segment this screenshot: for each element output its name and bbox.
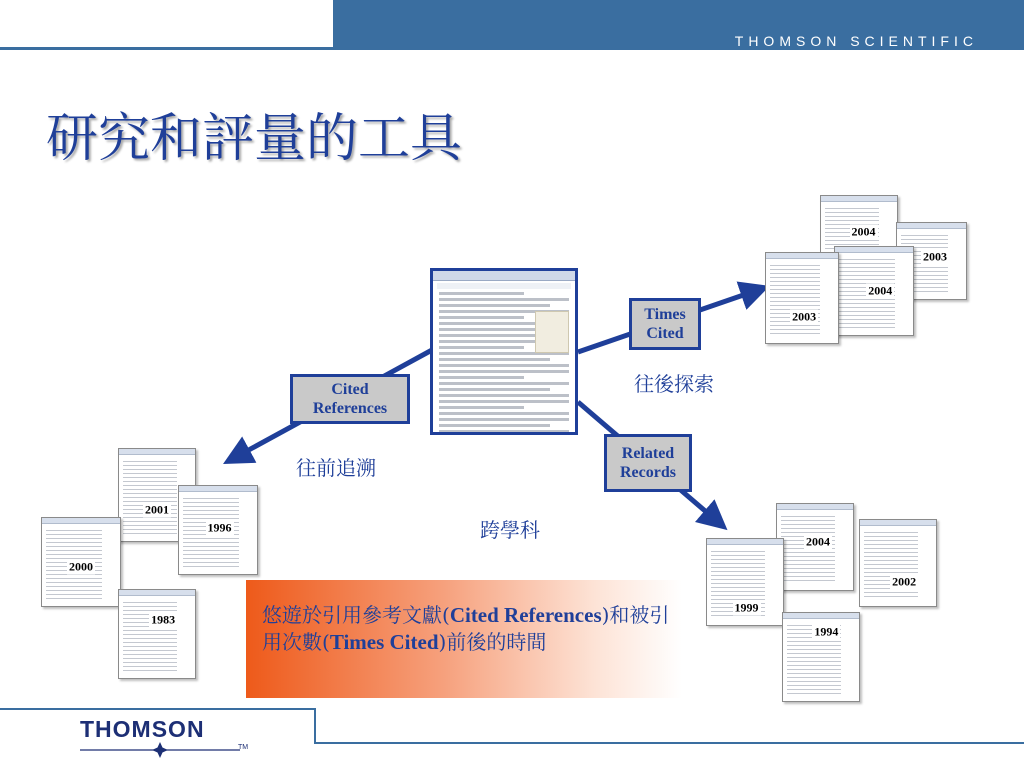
related-doc: 1999 [706, 538, 784, 626]
cited-doc: 2000 [41, 517, 121, 607]
related-records-label: Related Records [604, 434, 692, 492]
cited-references-label: Cited References [290, 374, 410, 424]
logo-wordmark: THOMSON [80, 716, 205, 742]
slide-title: 研究和評量的工具 [46, 109, 463, 169]
summary-text: 悠遊於引用參考文獻(Cited References)和被引用次數(Times Cited)前後的時間 [262, 603, 670, 654]
citing-doc: 2004 [834, 246, 914, 336]
logo-star-icon [80, 742, 240, 758]
citing-doc: 2003 [896, 222, 967, 300]
cited-doc: 2001 [118, 448, 196, 542]
thomson-logo: THOMSON TM [80, 716, 250, 760]
caption-backward: 往前追溯 [296, 456, 376, 480]
cited-doc: 1983 [118, 589, 196, 679]
footer-rule [314, 742, 1024, 744]
citing-doc: 2004 [820, 195, 898, 292]
times-cited-label: Times Cited [629, 298, 701, 350]
related-doc: 2004 [776, 503, 854, 591]
footer-rule [0, 708, 316, 710]
brand-tagline: THOMSON SCIENTIFIC [734, 33, 978, 49]
source-record-thumbnail [430, 268, 578, 435]
caption-forward: 往後探索 [634, 372, 714, 396]
related-doc: 2002 [859, 519, 937, 607]
cited-doc: 1996 [178, 485, 258, 575]
related-doc: 1994 [782, 612, 860, 702]
citing-doc: 2003 [765, 252, 839, 344]
summary-note [246, 580, 682, 698]
caption-cross-discipline: 跨學科 [480, 518, 540, 542]
footer-rule-step [314, 708, 316, 743]
